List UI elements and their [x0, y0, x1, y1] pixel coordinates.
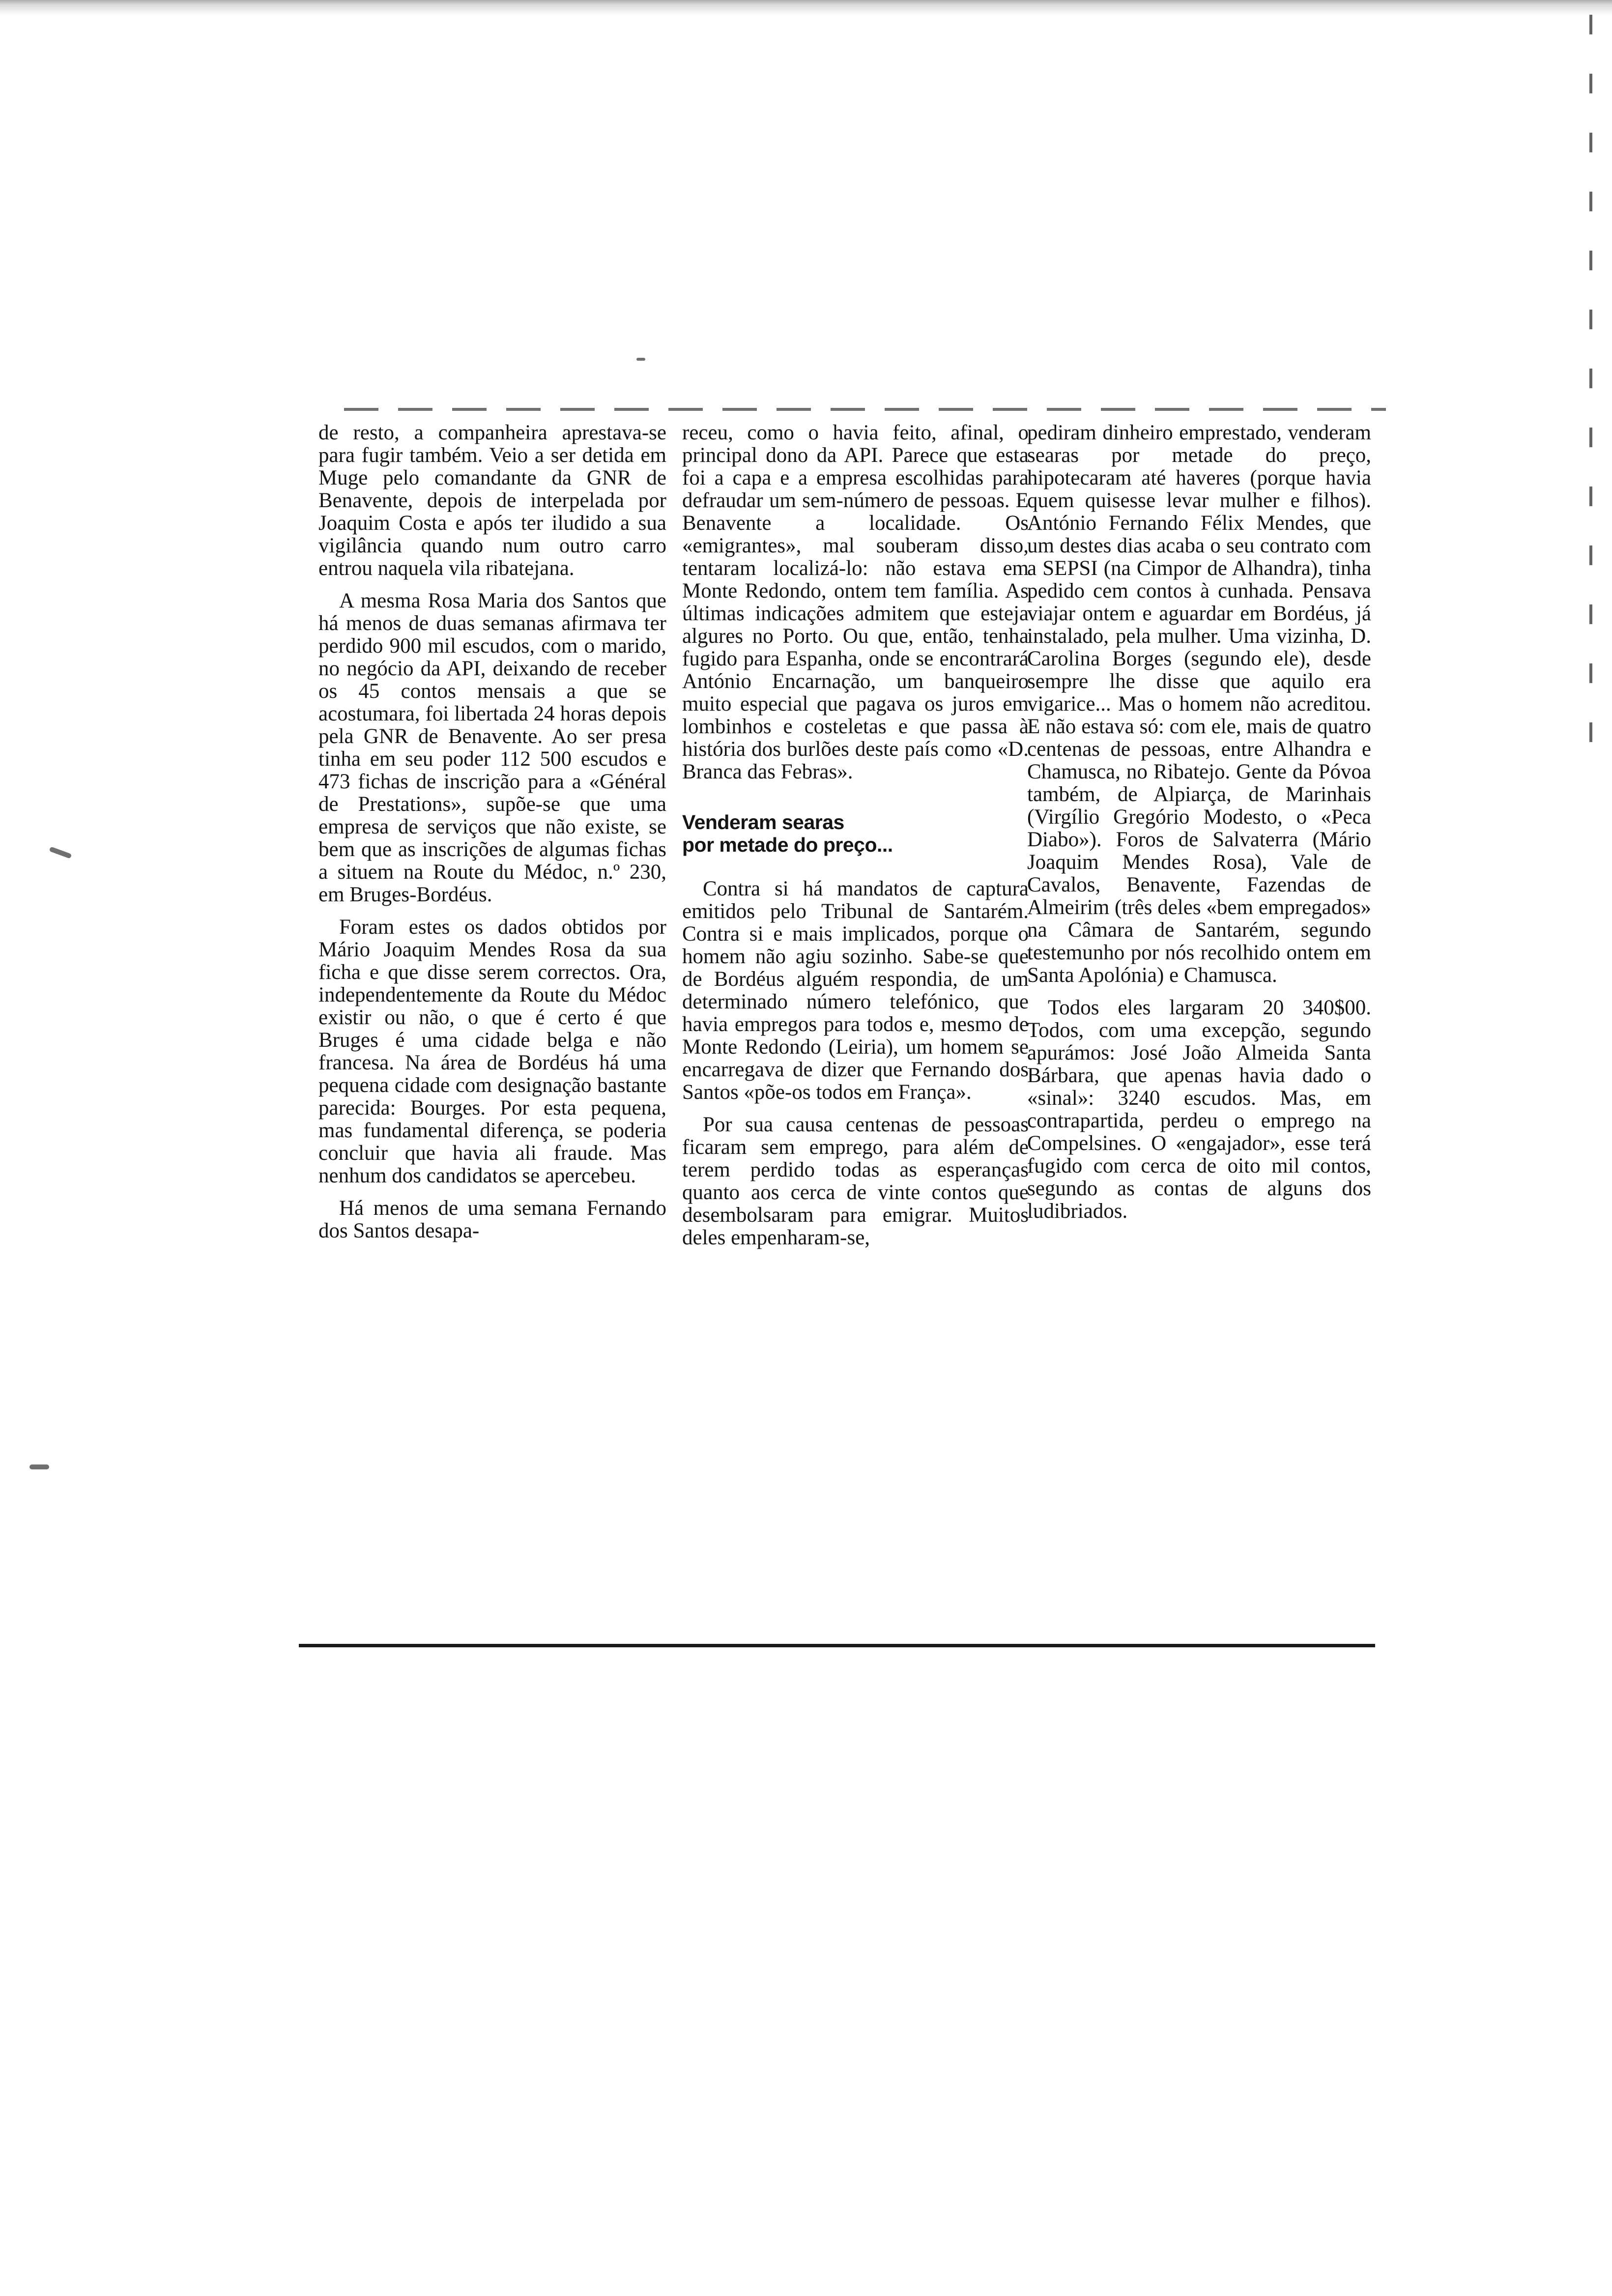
paragraph: Foram estes os dados obtidos por Mário Joaquim Mendes Rosa da sua ficha e que disse serem correctos. Ora, independentemente da Route du Médoc existir ou não, o que é certo é que Bruges é uma cidade belga e não francesa. Na área de Bordéus há uma pequena cidade com designação bastante parecida: Bourges. Por esta pequena, mas fundamental diferença, se poderia concluir que havia ali fraude. Mas nenhum dos candidatos se apercebeu. — [318, 916, 666, 1187]
paragraph: A mesma Rosa Maria dos Santos que há menos de duas semanas afirmava ter perdido 900 mil escudos, com o marido, no negócio da API, deixando de receber os 45 contos mensais a que se acostumara, foi libertada 24 horas depois pela GNR de Benavente. Ao ser presa tinha em seu poder 112 500 escudos e 473 fichas de inscrição para a «Général de Prestations», supõe-se que uma empresa de serviços que não existe, se bem que as inscrições de algumas fichas a situem na Route du Médoc, n.º 230, em Bruges-Bordéus. — [318, 589, 666, 906]
scan-artifact-mark — [49, 846, 72, 859]
paragraph: receu, como o havia feito, afinal, o principal dono da API. Parece que esta foi a capa e a empresa escolhidas para defraudar um sem-número de pessoas. E Benavente a localidade. Os «emigrantes», mal souberam disso, tentaram localizá-lo: não estava em Monte Redondo, ontem tem família. As últimas indicações admitem que esteja algures no Porto. Ou que, então, tenha fugido para Espanha, onde se encontrará António Encarnação, um banqueiro muito especial que pagava os juros em lombinhos e costeletas e que passa à história dos burlões deste país como «D. Branca das Febras». — [682, 421, 1029, 783]
scan-top-edge — [0, 0, 1612, 26]
heading-line: por metade do preço... — [682, 833, 893, 856]
paragraph: Há menos de uma semana Fernando dos Santos desapa- — [318, 1197, 666, 1242]
article-column-3 — [1027, 422, 1371, 1233]
paragraph: Por sua causa centenas de pessoas ficaram sem emprego, para além de terem perdido todas as esperanças quanto aos cerca de vinte contos que desembolsaram para emigrar. Muitos deles empenharam-se, — [682, 1113, 1029, 1249]
article-column-1 — [318, 422, 666, 1252]
scan-right-edge — [1589, 15, 1592, 752]
clipping-top-rule — [344, 408, 1386, 411]
article-column-2 — [682, 422, 1029, 1259]
paragraph: pediram dinheiro emprestado, venderam searas por metade do preço, hipotecaram até haveres (porque havia quem quisesse levar mulher e filhos). António Fernando Félix Mendes, que um destes dias acaba o seu contrato com a SEPSI (na Cimpor de Alhandra), tinha pedido cem contos à cunhada. Pensava viajar ontem e aguardar em Bordéus, já instalado, pela mulher. Uma vizinha, D. Carolina Borges (segundo ele), desde sempre lhe disse que aquilo era vigarice... Mas o homem não acreditou. E não estava só: com ele, mais de quatro centenas de pessoas, entre Alhandra e Chamusca, no Ribatejo. Gente da Póvoa também, de Alpiarça, de Marinhais (Virgílio Gregório Modesto, o «Peca Diabo»). Foros de Salvaterra (Mário Joaquim Mendes Rosa), Vale de Cavalos, Benavente, Fazendas de Almeirim (três deles «bem empregados» na Câmara de Santarém, segundo testemunho por nós recolhido ontem em Santa Apolónia) e Chamusca. — [1027, 421, 1371, 987]
paragraph: Contra si há mandatos de captura emitidos pelo Tribunal de Santarém. Contra si e mais implicados, porque o homem não agiu sozinho. Sabe-se que de Bordéus alguém respondia, de um determinado número telefónico, que havia empregos para todos e, mesmo de Monte Redondo (Leiria), um homem se encarregava de dizer que Fernando dos Santos «põe-os todos em França». — [682, 877, 1029, 1104]
paragraph: de resto, a companheira aprestava-se para fugir também. Veio a ser detida em Muge pelo comandante da GNR de Benavente, depois de interpelada por Joaquim Costa e após ter iludido a sua vigilância quando num outro carro entrou naquela vila ribatejana. — [318, 421, 666, 580]
paragraph: Todos eles largaram 20 340$00. Todos, com uma excepção, segundo apurámos: José João Almeida Santa Bárbara, que apenas havia dado o «sinal»: 3240 escudos. Mas, em contrapartida, perdeu o emprego na Compelsines. O «engajador», esse terá fugido com cerca de oito mil contos, segundo as contas de alguns dos ludibriados. — [1027, 996, 1371, 1223]
scan-artifact-mark — [29, 1464, 49, 1469]
clipping-bottom-rule — [299, 1644, 1375, 1647]
scan-artifact-mark — [636, 358, 645, 361]
heading-line: Venderam searas — [682, 811, 844, 833]
section-heading — [682, 811, 1029, 856]
